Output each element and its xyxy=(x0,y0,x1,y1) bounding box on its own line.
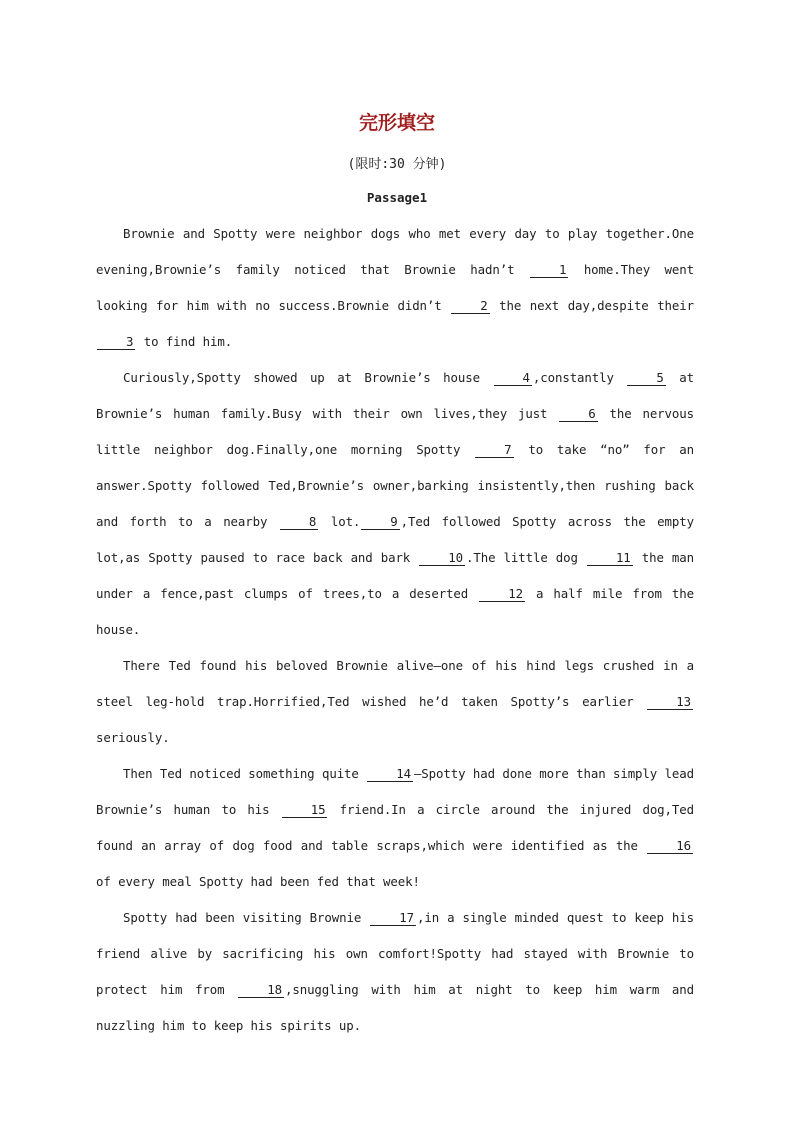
answer-blank: 3 xyxy=(97,334,135,350)
answer-blank: 15 xyxy=(282,802,328,818)
answer-blank: 1 xyxy=(530,262,568,278)
paragraph-text: ,in a single minded quest to keep his friend alive by sacrificing his own comfort!Spotty had stayed with Brownie to protect him from xyxy=(96,910,694,997)
paragraph-text: of every meal Spotty had been fed that week! xyxy=(96,874,420,889)
answer-blank: 9 xyxy=(361,514,399,530)
answer-blank: 7 xyxy=(475,442,513,458)
paragraph-text: the next day,despite their xyxy=(490,298,694,313)
answer-blank: 4 xyxy=(494,370,532,386)
passage-body xyxy=(96,216,694,1044)
paragraph-text: .The little dog xyxy=(466,550,586,565)
paragraph-text: ,constantly xyxy=(532,370,627,385)
paragraph-text: the nervous little neighbor dog.Finally,one morning Spotty xyxy=(96,406,694,457)
paragraph-text: lot. xyxy=(319,514,361,529)
answer-blank: 8 xyxy=(280,514,318,530)
page-title: 完形填空 xyxy=(358,112,435,134)
paragraph-text: a half mile from the house. xyxy=(96,586,694,637)
answer-blank: 11 xyxy=(587,550,633,566)
answer-blank: 18 xyxy=(238,982,284,998)
paragraph xyxy=(96,756,694,900)
paragraph-text: Spotty had been visiting Brownie xyxy=(123,910,370,925)
paragraph-text: —Spotty had done more than simply lead Brownie’s human to his xyxy=(96,766,694,817)
paragraph xyxy=(96,648,694,756)
answer-blank: 2 xyxy=(451,298,489,314)
answer-blank: 12 xyxy=(479,586,525,602)
paragraph-text: Brownie and Spotty were neighbor dogs who met every day to play together.One evening,Brownie’s family noticed that Brownie hadn’t xyxy=(96,226,694,277)
answer-blank: 13 xyxy=(647,694,693,710)
answer-blank: 17 xyxy=(370,910,416,926)
paragraph-text: There Ted found his beloved Brownie alive—one of his hind legs crushed in a steel leg-hold trap.Horrified,Ted wished he’d taken Spotty’s earlier xyxy=(96,658,694,709)
answer-blank: 16 xyxy=(647,838,693,854)
paragraph-text: to take “no” for an answer.Spotty followed Ted,Brownie’s owner,barking insistently,then rushing back and forth to a nearby xyxy=(96,442,694,529)
answer-blank: 14 xyxy=(367,766,413,782)
paragraph-text: Then Ted noticed something quite xyxy=(123,766,367,781)
paragraph-text: home.They went looking for him with no success.Brownie didn’t xyxy=(96,262,694,313)
answer-blank: 5 xyxy=(627,370,665,386)
paragraph-text: seriously. xyxy=(96,730,170,745)
paragraph xyxy=(96,216,694,360)
paragraph-text: ,Ted followed Spotty across the empty lot,as Spotty paused to race back and bark xyxy=(96,514,694,565)
answer-blank: 6 xyxy=(559,406,597,422)
paragraph-text: ,snuggling with him at night to keep him warm and nuzzling him to keep his spirits up. xyxy=(96,982,694,1033)
paragraph-text: Curiously,Spotty showed up at Brownie’s house xyxy=(123,370,493,385)
paragraph-text: at Brownie’s human family.Busy with their own lives,they just xyxy=(96,370,694,421)
paragraph xyxy=(96,900,694,1044)
paragraph xyxy=(96,360,694,648)
time-limit: (限时:30 分钟) xyxy=(347,157,447,172)
paragraph-text: friend.In a circle around the injured dog,Ted found an array of dog food and table scraps,which were identified as the xyxy=(96,802,694,853)
paragraph-text: to find him. xyxy=(136,334,233,349)
paragraph-text: the man under a fence,past clumps of trees,to a deserted xyxy=(96,550,694,601)
passage-label: Passage1 xyxy=(366,190,428,205)
answer-blank: 10 xyxy=(419,550,465,566)
